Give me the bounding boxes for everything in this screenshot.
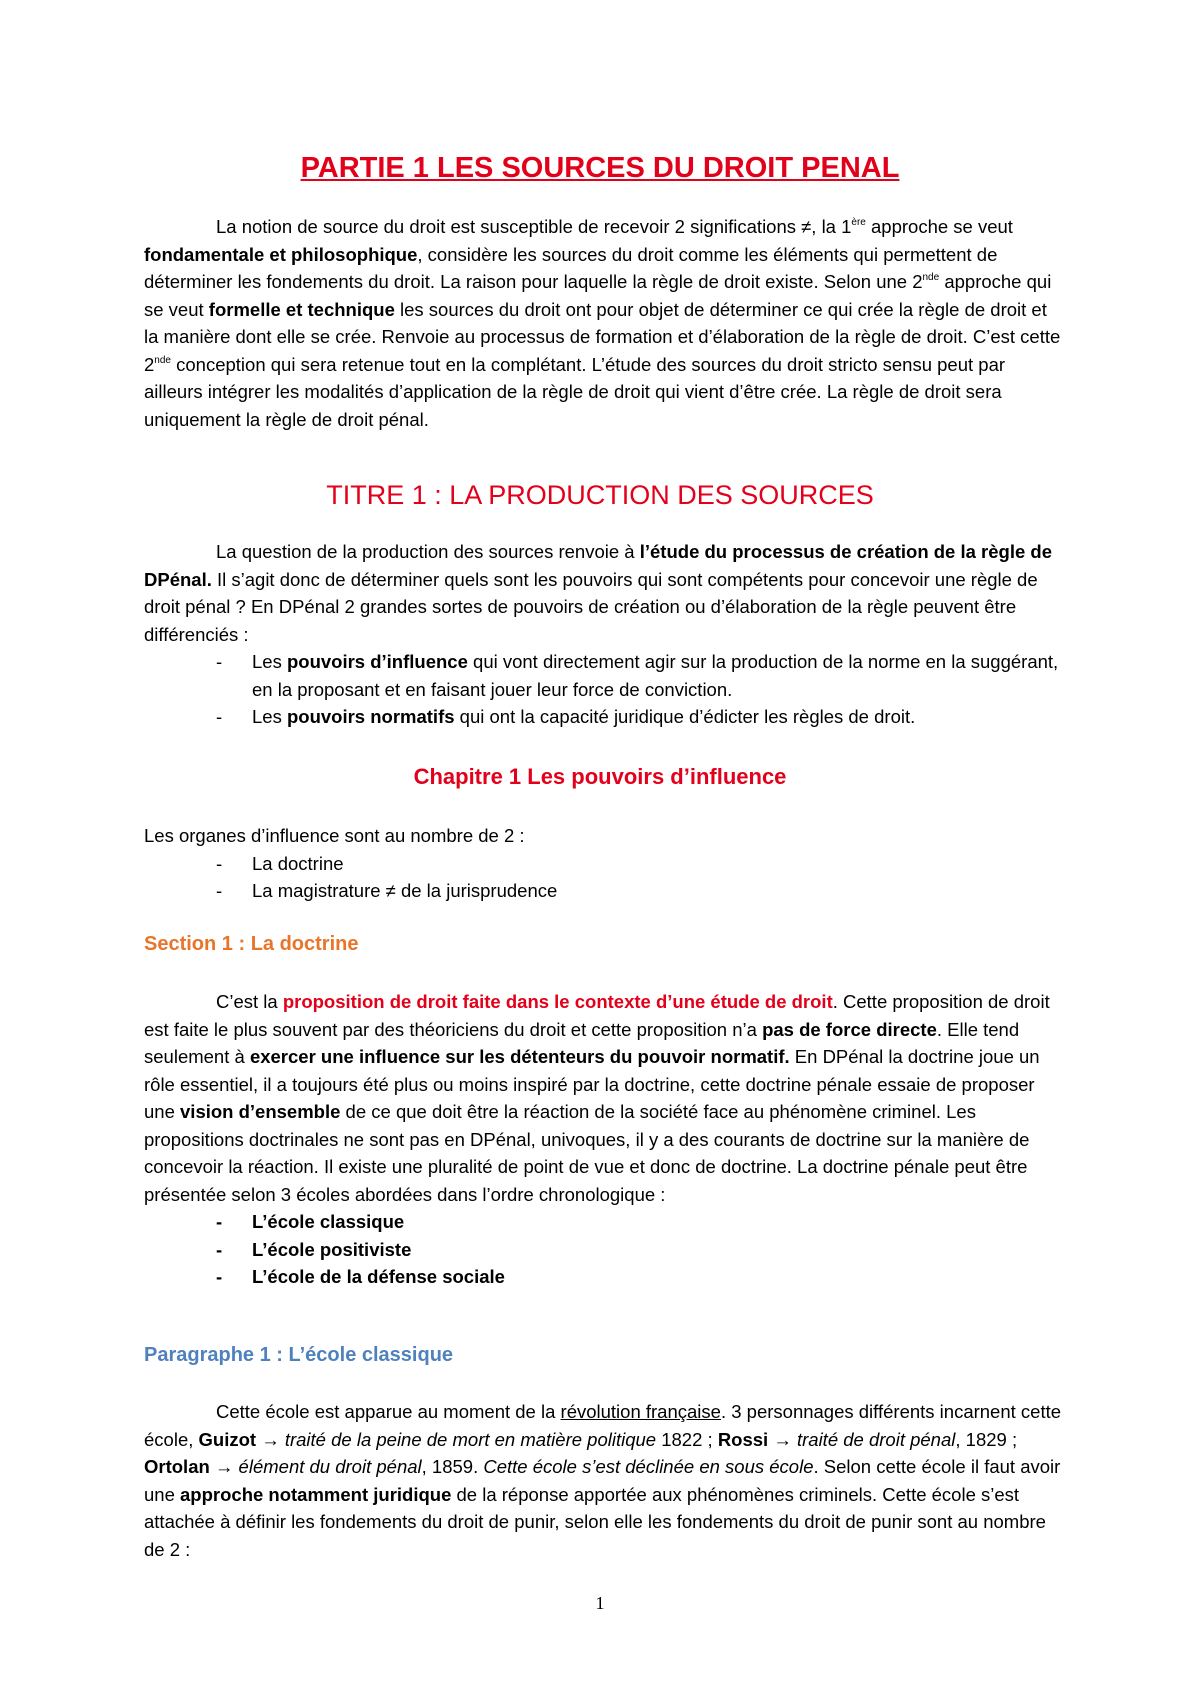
body-text: de ce que doit être la réaction de la société face au phénomène criminel. Les propositions doctrinales ne sont pas en DPénal, univoques, il y a des courants de doctrine sur la manière de concevoir la réaction. Il existe une pluralité de point de vue et donc de doctrine. La doctrine pénale peut être présentée selon 3 écoles abordées dans l’ordre chronologique :: [144, 1101, 1030, 1205]
bold-text: fondamentale et philosophique: [144, 243, 418, 265]
body-text: Les organes d’influence sont au nombre de 2 :: [144, 825, 525, 846]
list-item: - La doctrine: [144, 850, 1062, 878]
body-text: . Selon cette école il faut avoir une: [144, 1456, 1061, 1505]
body-text: C’est la: [216, 991, 283, 1012]
body-text: Il s’agit donc de déterminer quels sont les pouvoirs qui sont compétents pour concevoir une règle de droit pénal ? En DPénal 2 grandes sortes de pouvoirs de création ou d’élaboration de la règle peuvent être différenciés :: [144, 568, 1038, 645]
work-title: → traité de droit pénal: [768, 1428, 956, 1450]
intro-text: , considère les sources du droit comme les éléments qui permettent de déterminer les fondements du droit. La raison pour laquelle la règle de droit existe. Selon une 2: [144, 243, 998, 292]
bold-text: l’étude du processus de création de la règle de DPénal.: [144, 541, 1053, 590]
list-text: qui ont la capacité juridique d’édicter les règles de droit.: [454, 706, 916, 727]
chapitre-1-heading: Chapitre 1 Les pouvoirs d’influence: [413, 764, 787, 789]
body-text: En DPénal la doctrine joue un rôle essentiel, il a toujours été plus ou moins inspiré par la doctrine, cette doctrine pénale essaie de proposer une: [144, 1046, 1040, 1122]
titre-1-heading: TITRE 1 : LA PRODUCTION DES SOURCES: [326, 480, 874, 510]
superscript: ère: [851, 217, 866, 228]
list-text: qui vont directement agir sur la production de la norme en la suggérant, en la proposant et en faisant jouer leur force de conviction.: [252, 651, 1059, 700]
section-1-heading: Section 1 : La doctrine: [144, 933, 359, 955]
italic-text: Cette école s’est déclinée en sous école: [483, 1456, 814, 1477]
intro-paragraph: [144, 213, 1062, 433]
superscript: nde: [154, 354, 171, 366]
intro-text: La notion de source du droit est susceptible de recevoir 2 significations ≠, la 1: [216, 216, 852, 237]
underlined-text: révolution française: [560, 1401, 721, 1422]
powers-list: [144, 648, 1062, 731]
intro-text: approche se veut: [865, 216, 1013, 237]
bold-text: pouvoirs d’influence: [286, 651, 468, 672]
list-item: - L’école positiviste: [144, 1236, 1062, 1264]
body-text: de la réponse apportée aux phénomènes criminels. Cette école s’est attachée à définir les fondements du droit de punir, selon elle les fondements du droit de punir sont au nombre de 2 :: [144, 1483, 1046, 1560]
author-name: Ortolan: [144, 1456, 210, 1477]
list-item: [144, 648, 1062, 703]
bold-text: approche notamment juridique: [180, 1483, 452, 1505]
intro-text: approche qui se veut: [144, 271, 1052, 320]
red-highlight-text: proposition de droit faite dans le contexte d’une étude de droit: [282, 991, 833, 1012]
paragraphe-1-heading: Paragraphe 1 : L’école classique: [144, 1344, 454, 1366]
schools-list: [144, 1208, 1062, 1291]
list-item: - L’école de la défense sociale: [144, 1263, 1062, 1291]
body-text: , 1859.: [421, 1456, 484, 1477]
intro-text: les sources du droit ont pour objet de déterminer ce qui crée la règle de droit et la manière dont elle se crée. Renvoie au processus de formation et d’élaboration de la règle de droit. C’est cette 2: [144, 298, 1061, 375]
body-text: , 1829 ;: [955, 1428, 1018, 1450]
list-item: [144, 703, 1062, 731]
list-text: Les: [252, 651, 287, 672]
body-text: La question de la production des sources renvoie à: [216, 541, 640, 562]
author-name: Rossi: [717, 1428, 769, 1450]
page-number: 1: [595, 1593, 605, 1613]
superscript: nde: [922, 272, 940, 283]
main-title: PARTIE 1 LES SOURCES DU DROIT PENAL: [300, 152, 900, 184]
body-text: 1822 ;: [656, 1428, 718, 1450]
intro-text: conception qui sera retenue tout en la complétant. L’étude des sources du droit stricto sensu peut par ailleurs intégrer les modalités d’application de la règle de droit qui vient d’être crée. La règle de droit sera uniquement la règle de droit pénal.: [144, 353, 1006, 430]
list-item: - L’école classique: [144, 1208, 1062, 1236]
bold-text: exercer une influence sur les détenteurs du pouvoir normatif.: [249, 1046, 790, 1067]
body-text: Cette école est apparue au moment de la: [216, 1401, 561, 1422]
organs-list: [144, 850, 1062, 905]
author-name: Guizot: [198, 1428, 257, 1450]
body-text: . Elle tend seulement à: [144, 1018, 1020, 1067]
body-text: . 3 personnages différents incarnent cette école,: [144, 1401, 1062, 1450]
bold-text: pouvoirs normatifs: [286, 706, 455, 727]
list-text: Les: [252, 706, 287, 727]
paragraphe-1-body: [144, 1398, 1062, 1563]
bold-text: formelle et technique: [208, 298, 395, 320]
work-title: → traité de la peine de mort en matière politique: [256, 1428, 657, 1450]
bold-text: pas de force directe: [762, 1018, 937, 1040]
bold-text: vision d’ensemble: [180, 1101, 341, 1122]
body-text: . Cette proposition de droit est faite le plus souvent par des théoriciens du droit et cette proposition n’a: [144, 991, 1050, 1040]
section-1-body: [144, 988, 1062, 1291]
work-title: → élément du droit pénal: [209, 1456, 422, 1477]
list-item: - La magistrature ≠ de la jurisprudence: [144, 877, 1062, 905]
chapitre-1-body: [144, 822, 1062, 905]
titre-1-body: [144, 538, 1062, 731]
